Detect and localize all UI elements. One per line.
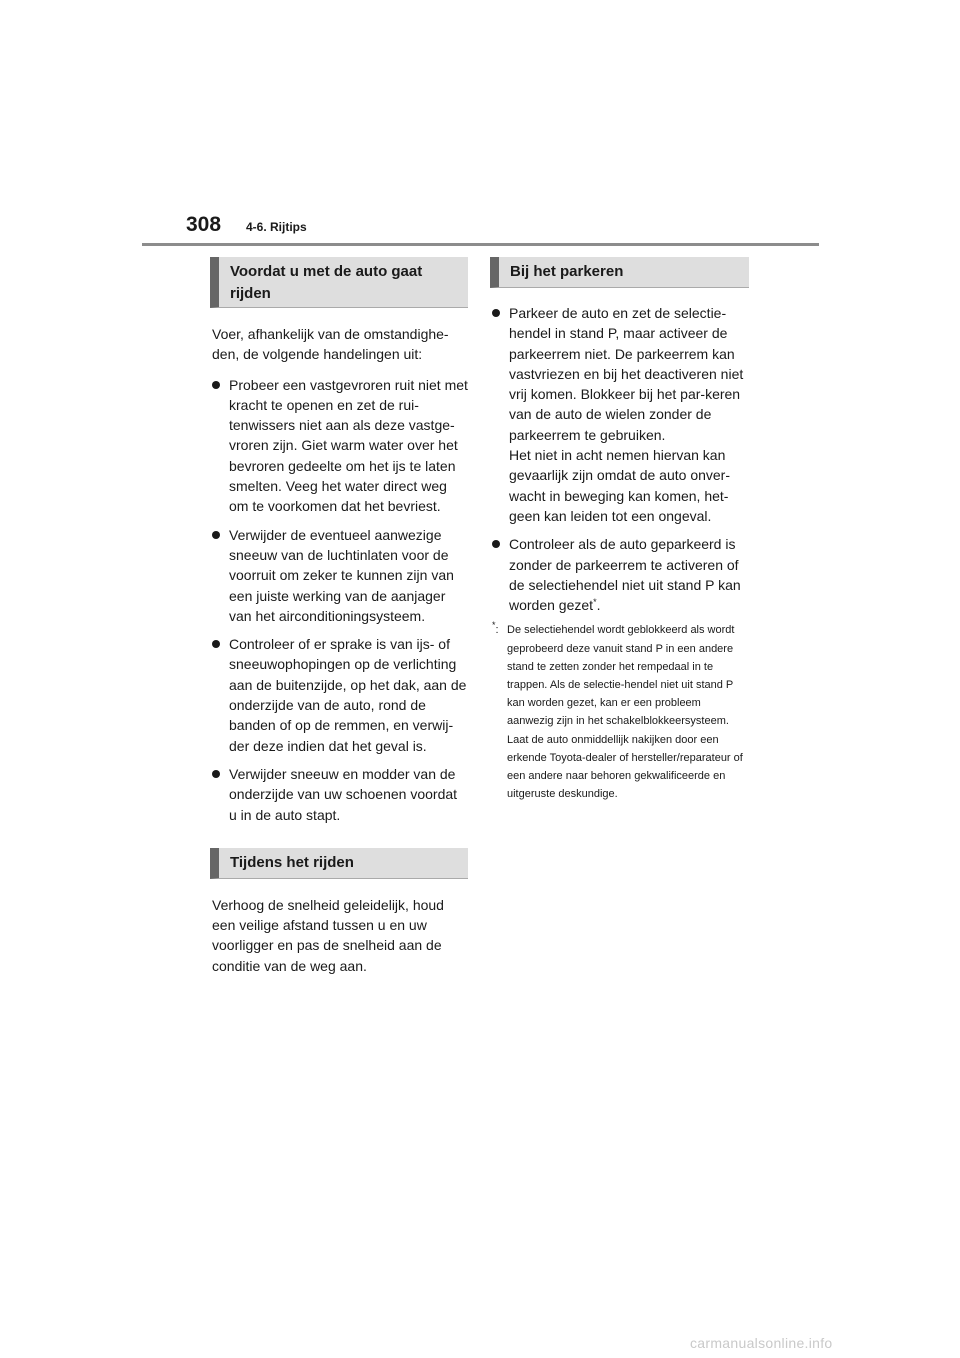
winter-checklist [210,375,468,825]
list-item [490,303,749,526]
intro-text: Voer, afhankelijk van de omstandighe-den, de volgende handelingen uit: [212,326,449,363]
footnote: *: De selectiehendel wordt geblokkeerd als wordt geprobeerd deze vanuit stand P in een andere stand te zetten zonder het rempedaal in te trappen. Als de selectie-hendel niet uit stand P kan worden gezet, kan er een probleem aanwezig zijn in het schakelblokkeersysteem. Laat de auto onmiddellijk nakijken door een erkende Toyota-dealer of hersteller/reparateur of een andere naar behoren gekwalificeerde en uitgeruste deskundige. [492,620,743,801]
parking-bullet-1: Parkeer de auto en zet de selectie-hendel in stand P, maar activeer de parkeerrem niet. De parkeerrem kan vastvriezen en bij het deactiveren niet vrij komen. Blokkeer bij het par-keren van de auto de wielen zonder de parkeerrem te gebruiken. [509,305,744,443]
list-item: Probeer een vastgevroren ruit niet met kracht te openen en zet de rui-tenwissers niet aan als deze vastge-vroren zijn. Giet warm water over het bevroren gedeelte om het ijs te laten smelten. Veeg het water direct weg om te voorkomen dat het bevriest. [210,375,468,517]
right-column [490,257,749,803]
list-item: Verwijder sneeuw en modder van de onderzijde van uw schoenen voordat u in de auto stapt. [210,764,468,825]
heading-before-driving: Voordat u met de auto gaat rijden [210,257,468,308]
list-item: Verwijder de eventueel aanwezige sneeuw van de luchtinlaten voor de voorruit om zeker te kunnen zijn van een juiste werking van de aanjager van het airconditioningsysteem. [210,525,468,626]
page-number: 308 [186,213,222,236]
bullet-dot-icon [212,531,220,539]
section-label: 4-6. Rijtips [246,220,307,234]
left-column [210,257,468,976]
bullet-dot-icon [492,309,500,317]
bullet-dot-icon [212,381,220,389]
footnote-mark: * [492,620,496,631]
header-rule [142,243,819,246]
footnote-reference: * [593,597,597,608]
heading-parking: Bij het parkeren [490,257,749,288]
list-item: Controleer als de auto geparkeerd is zonder de parkeerrem te activeren of de selectiehendel niet uit stand P kan worden gezet*. [490,534,749,615]
heading-while-driving: Tijdens het rijden [210,848,468,879]
list-item: Controleer of er sprake is van ijs- of sneeuwophopingen op de verlichting aan de buitenzijde, op het dak, aan de onderzijde van de auto, rond de banden of op de remmen, en verwij-der deze indien dat het geval is. [210,634,468,756]
bullet-dot-icon [492,540,500,548]
bullet-dot-icon [212,640,220,648]
parking-bullet-1-continuation: Het niet in acht nemen hiervan kan gevaarlijk zijn omdat de auto onver-wacht in beweging kan komen, het-geen kan leiden tot een ongeval. [509,447,731,524]
bullet-dot-icon [212,770,220,778]
driving-text: Verhoog de snelheid geleidelijk, houd een veilige afstand tussen u en uw voorligger en pas de snelheid aan de conditie van de weg aan. [212,896,444,974]
parking-list [490,303,749,615]
footnote-text: De selectiehendel wordt geblokkeerd als wordt geprobeerd deze vanuit stand P in een andere stand te zetten zonder het rempedaal in te trappen. Als de selectie-hendel niet uit stand P kan worden gezet, kan er een probleem aanwezig zijn in het schakelblokkeersysteem. Laat de auto onmiddellijk nakijken door een erkende Toyota-dealer of hersteller/reparateur of een andere naar behoren gekwalificeerde en uitgeruste deskundige. [507,624,743,801]
parking-bullet-2: Controleer als de auto geparkeerd is zonder de parkeerrem te activeren of de selectiehendel niet uit stand P kan worden gezet [509,536,741,614]
watermark: carmanualsonline.info [690,1335,833,1351]
